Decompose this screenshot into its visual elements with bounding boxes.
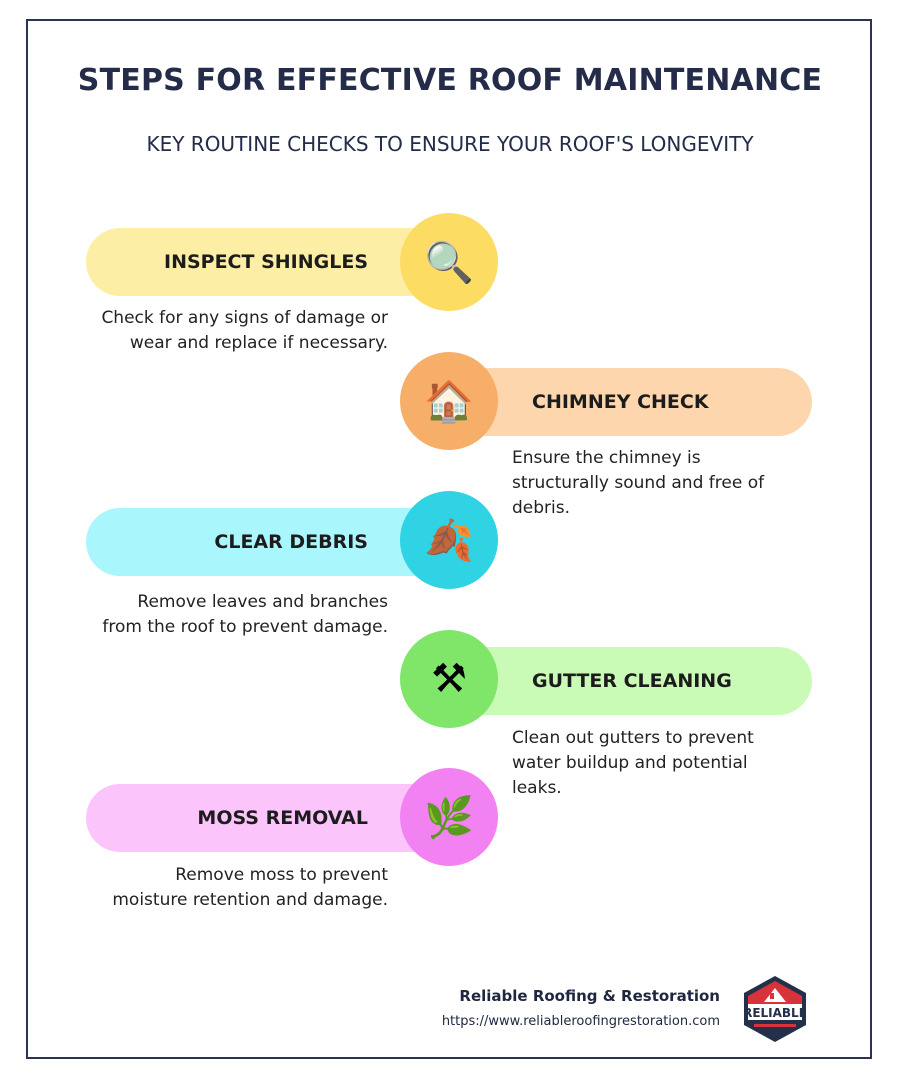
logo-text: RELIABLE [743,1006,807,1020]
step-4-description: Clean out gutters to prevent water buildup and potential leaks. [512,728,754,798]
step-5-label: MOSS REMOVAL [197,807,368,829]
hammer-wrench-icon: ⚒ [431,656,467,702]
herb-icon: 🌿 [424,794,474,841]
step-3-icon-circle [400,491,498,589]
house-icon: 🏠 [424,378,474,425]
page-subtitle: KEY ROUTINE CHECKS TO ENSURE YOUR ROOF'S LONGEVITY [146,132,754,156]
step-2-label: CHIMNEY CHECK [532,391,709,413]
magnifying-glass-icon: 🔍 [424,239,474,286]
step-3-description: Remove leaves and branches from the roof to prevent damage. [102,592,388,637]
company-logo [740,974,810,1044]
company-name: Reliable Roofing & Restoration [459,987,720,1005]
page-title: STEPS FOR EFFECTIVE ROOF MAINTENANCE [77,63,823,98]
step-5-icon-circle [400,768,498,866]
step-1-label: INSPECT SHINGLES [164,251,368,273]
fallen-leaves-icon: 🍂 [424,517,474,564]
company-url[interactable]: https://www.reliableroofingrestoration.com [441,1014,720,1029]
step-4-icon-circle [400,630,498,728]
step-5-description: Remove moss to prevent moisture retention and damage. [112,865,388,910]
step-1-icon-circle [400,213,498,311]
step-4-label: GUTTER CLEANING [532,670,732,692]
step-1-description: Check for any signs of damage or wear and replace if necessary. [101,308,388,353]
step-3-label: CLEAR DEBRIS [214,531,368,553]
step-2-description: Ensure the chimney is structurally sound and free of debris. [512,448,765,518]
step-2-icon-circle [400,352,498,450]
